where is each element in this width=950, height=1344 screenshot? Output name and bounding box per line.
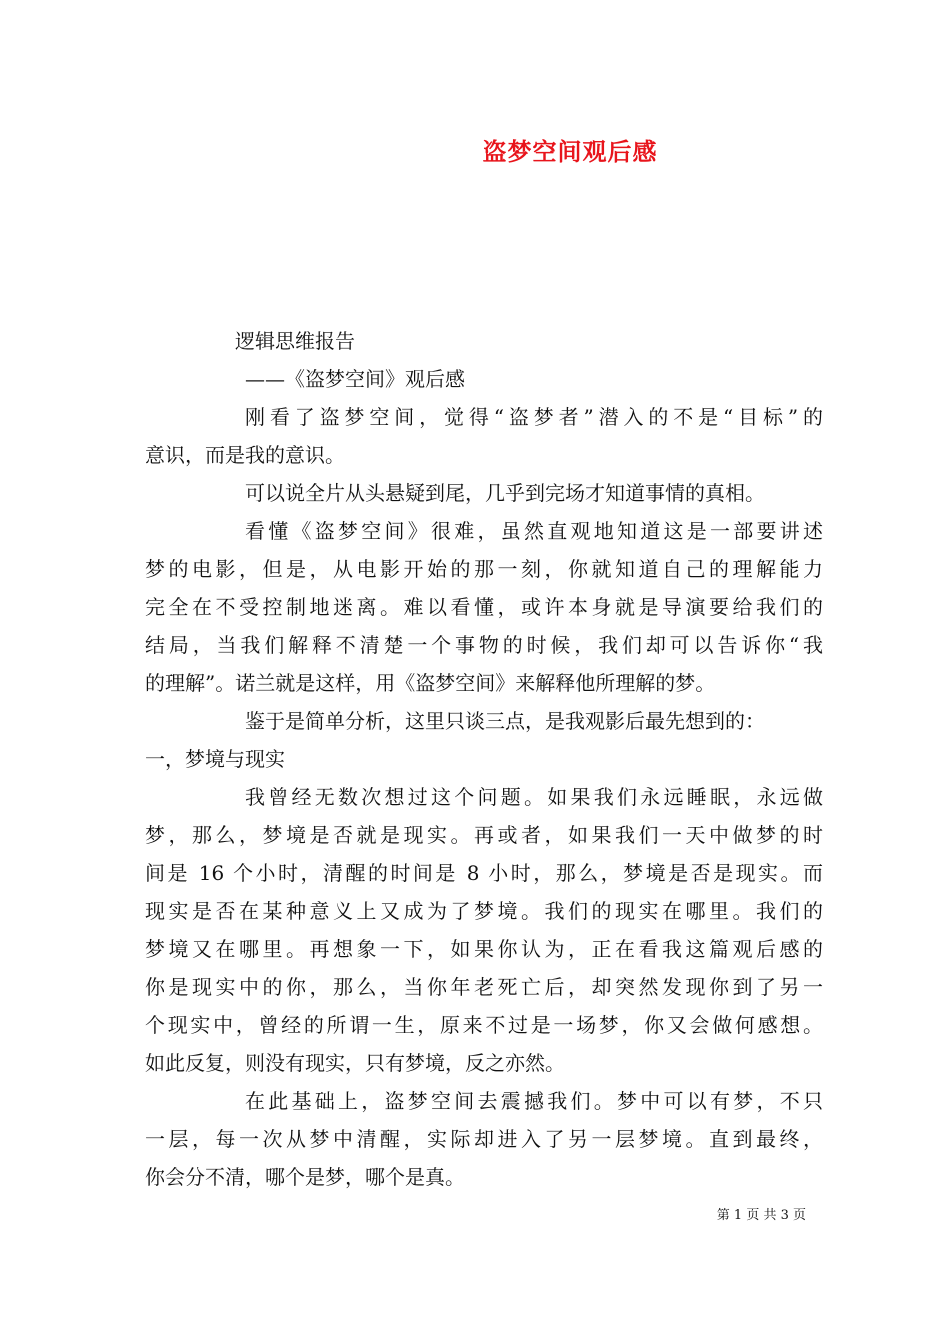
paragraph-line: 的理解”。诺兰就是这样，用《盗梦空间》来解释他所理解的梦。	[145, 671, 716, 695]
page-number: 第 1 页 共 3 页	[716, 1208, 806, 1223]
paragraph-line: 在此基础上，盗梦空间去震撼我们。梦中可以有梦，不只	[245, 1089, 823, 1113]
paragraph-line: 可以说全片从头悬疑到尾，几乎到完场才知道事情的真相。	[245, 481, 765, 505]
paragraph-line: 如此反复，则没有现实，只有梦境，反之亦然。	[145, 1051, 565, 1075]
paragraph-line: 我曾经无数次想过这个问题。如果我们永远睡眠，永远做	[245, 785, 823, 809]
paragraph-line: 看懂《盗梦空间》很难，虽然直观地知道这是一部要讲述	[245, 519, 823, 543]
paragraph-line: 一层，每一次从梦中清醒，实际却进入了另一层梦境。直到最终，	[145, 1127, 823, 1151]
paragraph-line: 梦境又在哪里。再想象一下，如果你认为，正在看我这篇观后感的	[145, 937, 823, 961]
subtitle-report: 逻辑思维报告	[235, 329, 355, 353]
paragraph-line: 梦的电影，但是，从电影开始的那一刻，你就知道自己的理解能力	[145, 557, 823, 581]
paragraph-line: 现实是否在某种意义上又成为了梦境。我们的现实在哪里。我们的	[145, 899, 823, 923]
paragraph-line: 你会分不清，哪个是梦，哪个是真。	[145, 1165, 465, 1189]
paragraph-line: 间是 16 个小时，清醒的时间是 8 小时，那么，梦境是否是现实。而	[145, 861, 823, 885]
paragraph-line: 梦，那么，梦境是否就是现实。再或者，如果我们一天中做梦的时	[145, 823, 823, 847]
paragraph-line: 你是现实中的你，那么，当你年老死亡后，却突然发现你到了另一	[145, 975, 823, 999]
document-title: 盗梦空间观后感	[482, 138, 658, 166]
section-heading: 一，梦境与现实	[145, 747, 285, 771]
paragraph-line: 鉴于是简单分析，这里只谈三点，是我观影后最先想到的：	[245, 709, 765, 733]
paragraph-line: 个现实中，曾经的所谓一生，原来不过是一场梦，你又会做何感想。	[145, 1013, 823, 1037]
subtitle-film: ——《盗梦空间》观后感	[245, 367, 465, 391]
paragraph-line: 完全在不受控制地迷离。难以看懂，或许本身就是导演要给我们的	[145, 595, 823, 619]
paragraph-line: 意识，而是我的意识。	[145, 443, 345, 467]
document-body	[145, 322, 823, 1196]
paragraph-line: 刚看了盗梦空间，觉得“盗梦者”潜入的不是“目标”的	[245, 405, 823, 429]
paragraph-line: 结局，当我们解释不清楚一个事物的时候，我们却可以告诉你“我	[145, 633, 823, 657]
